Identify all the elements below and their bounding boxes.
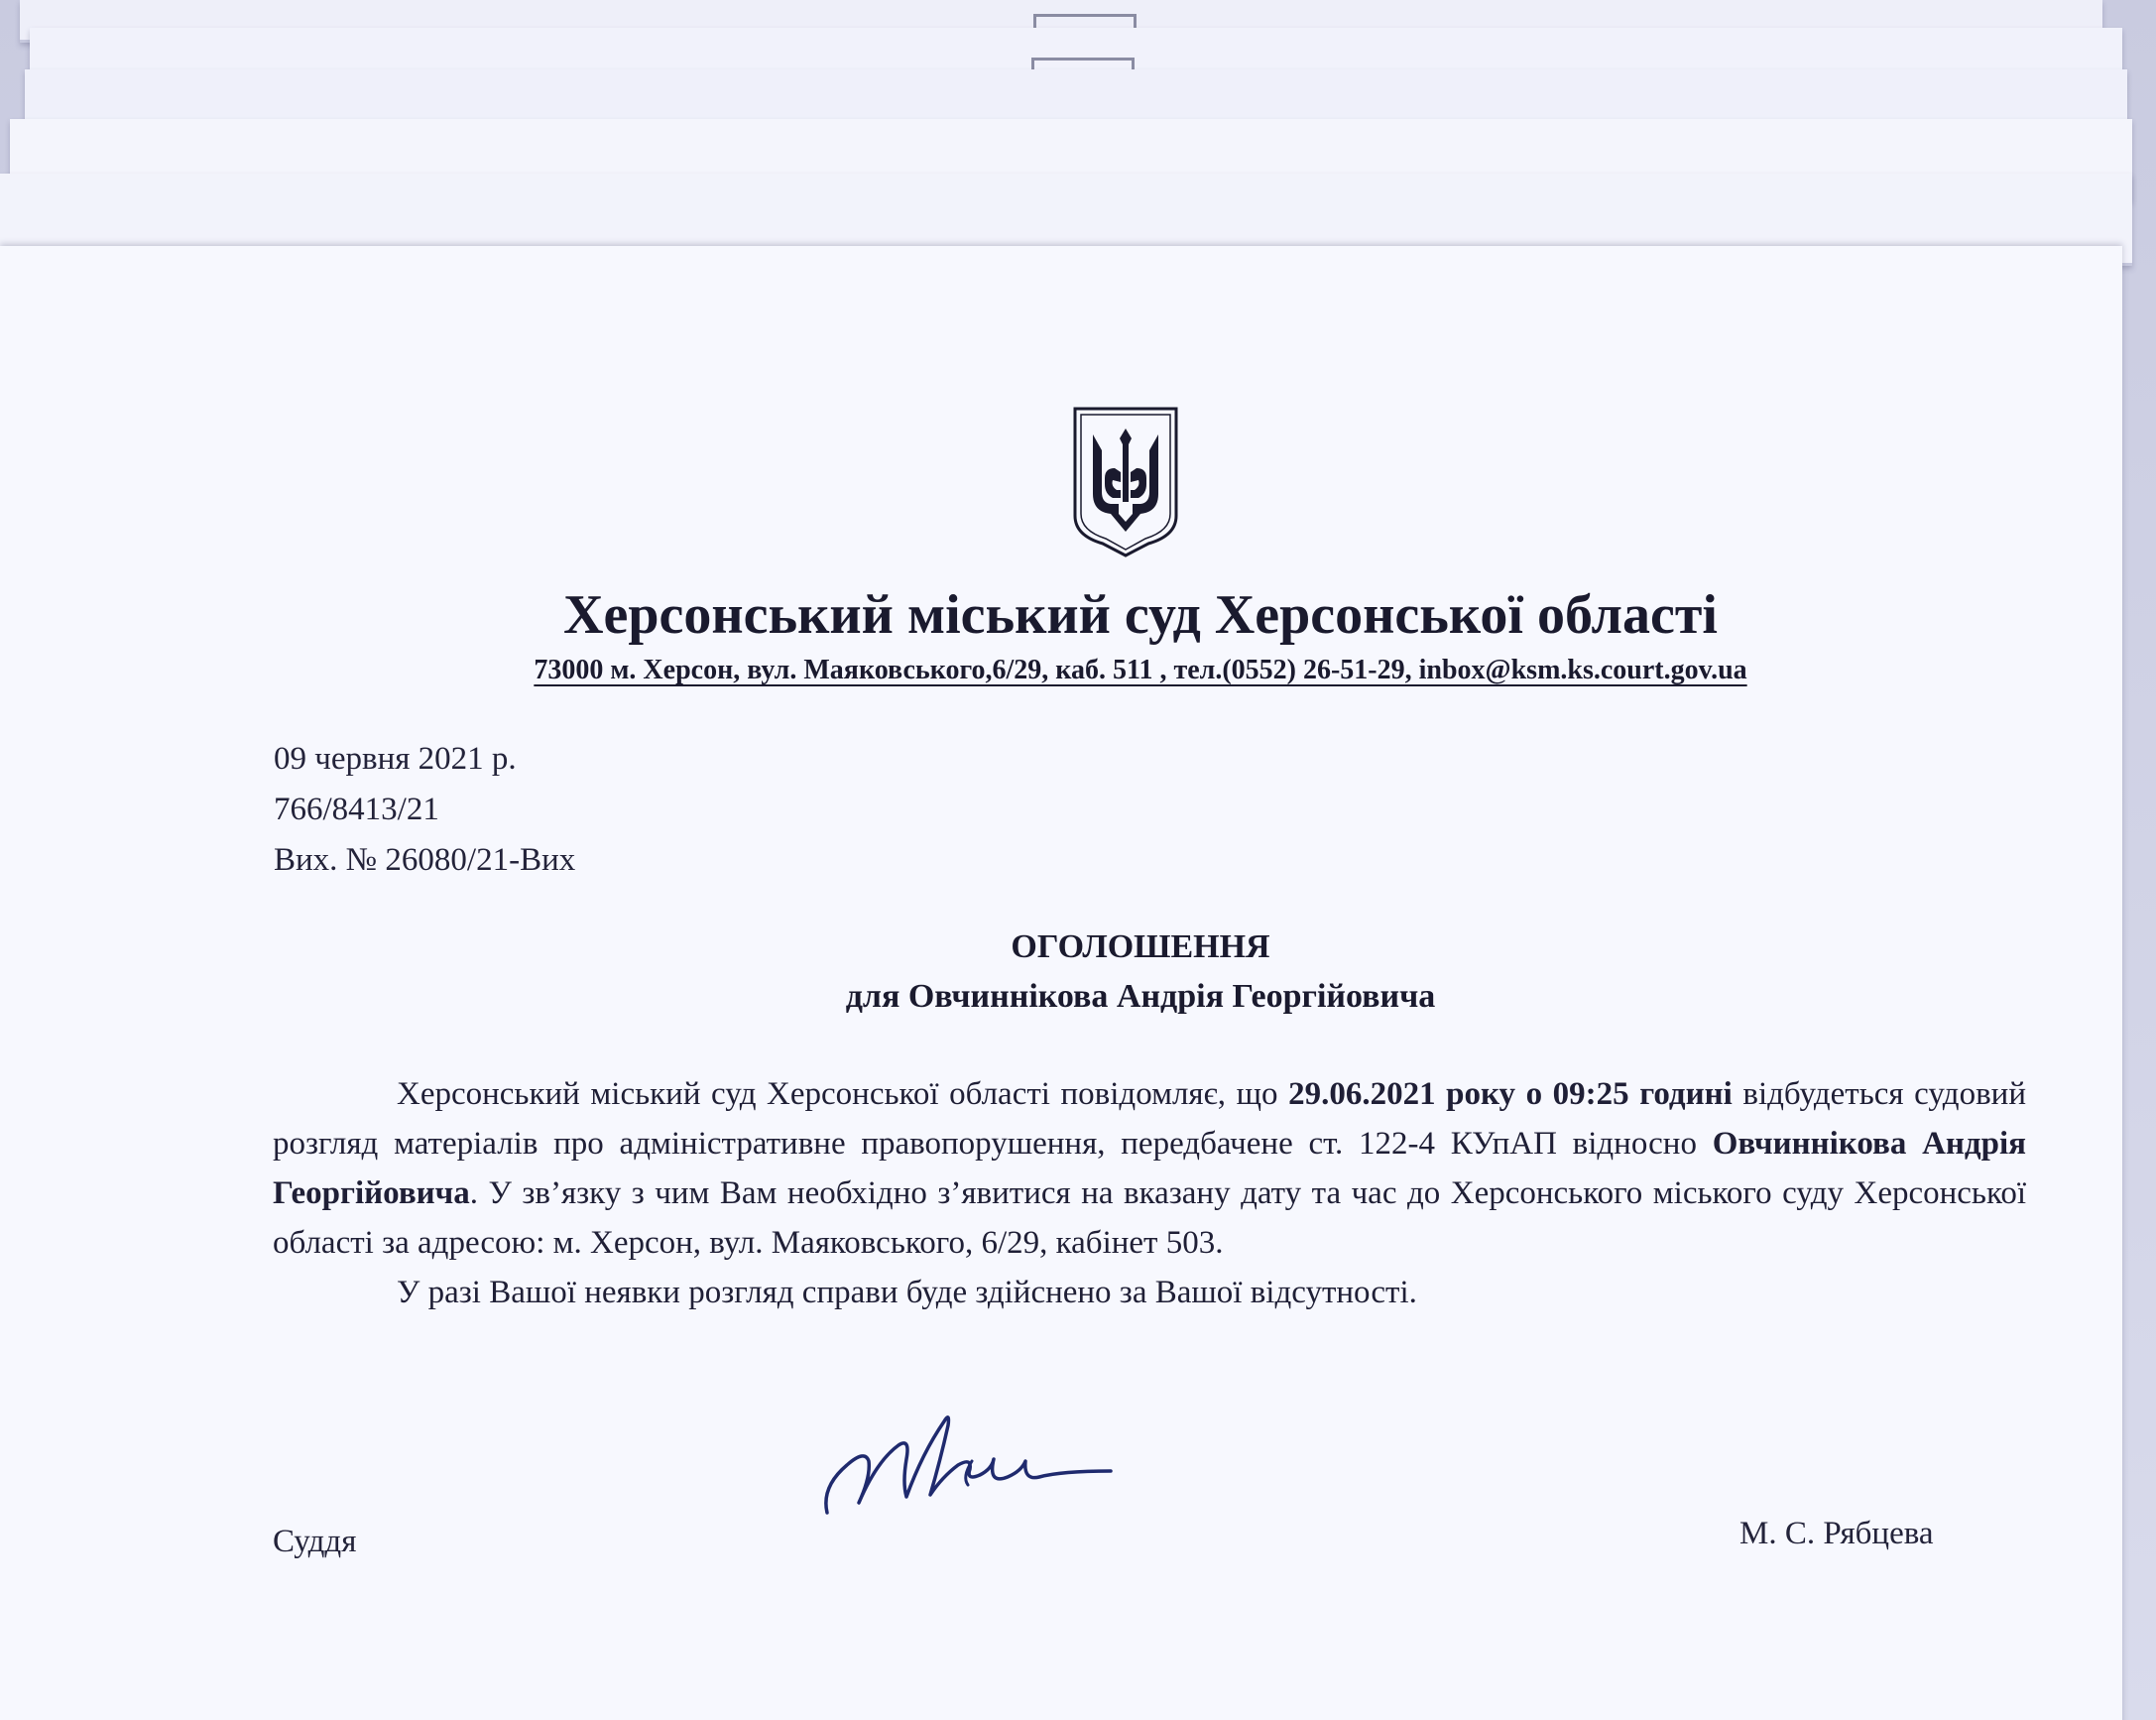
letter-page: [0, 246, 2122, 1720]
signatory-role: Суддя: [273, 1524, 357, 1559]
court-name-heading: Херсонський міський суд Херсонської області: [563, 584, 1718, 646]
notice-title: ОГОЛОШЕННЯ: [1011, 928, 1270, 965]
notice-heading: [0, 922, 2156, 1022]
body-paragraph-1: [273, 1069, 2026, 1268]
notice-recipient: для Овчиннікова Андрія Георгійовича: [845, 978, 1436, 1015]
handwritten-signature: [813, 1392, 1150, 1531]
letter-date: 09 червня 2021 р.: [274, 741, 517, 777]
trident-coat-of-arms-icon: [1071, 405, 1180, 559]
body-p1-end: . У зв’язку з чим Вам необхідно з’явитися на вказану дату та час до Херсонського міського суду Херсонської області за адресою: м. Херсон, вул. Маяковського, 6/29, кабінет 503.: [273, 1175, 2026, 1261]
court-address-text: 73000 м. Херсон, вул. Маяковського,6/29, каб. 511 , тел.(0552) 26-51-29, inbox@ksm.ks.court.gov.ua: [534, 655, 1747, 685]
body-paragraph-2: У разі Вашої неявки розгляд справи буде здійснено за Вашої відсутності.: [397, 1275, 1417, 1310]
outgoing-number: Вих. № 26080/21-Вих: [274, 842, 576, 878]
case-number: 766/8413/21: [274, 792, 439, 827]
court-address: [0, 655, 2156, 686]
body-p1-middle: відбудеться судовий розгляд матеріалів про адміністративне правопорушення, передбачене ст. 122-4 КУпАП відносно: [273, 1076, 2026, 1162]
notice-body: [273, 1069, 2026, 1317]
signatory-name: М. С. Рябцева: [1739, 1516, 1934, 1551]
defendant-name: Овчиннікова Андрія Георгійовича: [273, 1126, 2026, 1211]
hearing-datetime: 29.06.2021 року о 09:25 годині: [1288, 1076, 1733, 1112]
letter-meta: [274, 734, 575, 886]
body-p1-start: Херсонський міський суд Херсонської області повідомляє, що: [397, 1076, 1289, 1112]
